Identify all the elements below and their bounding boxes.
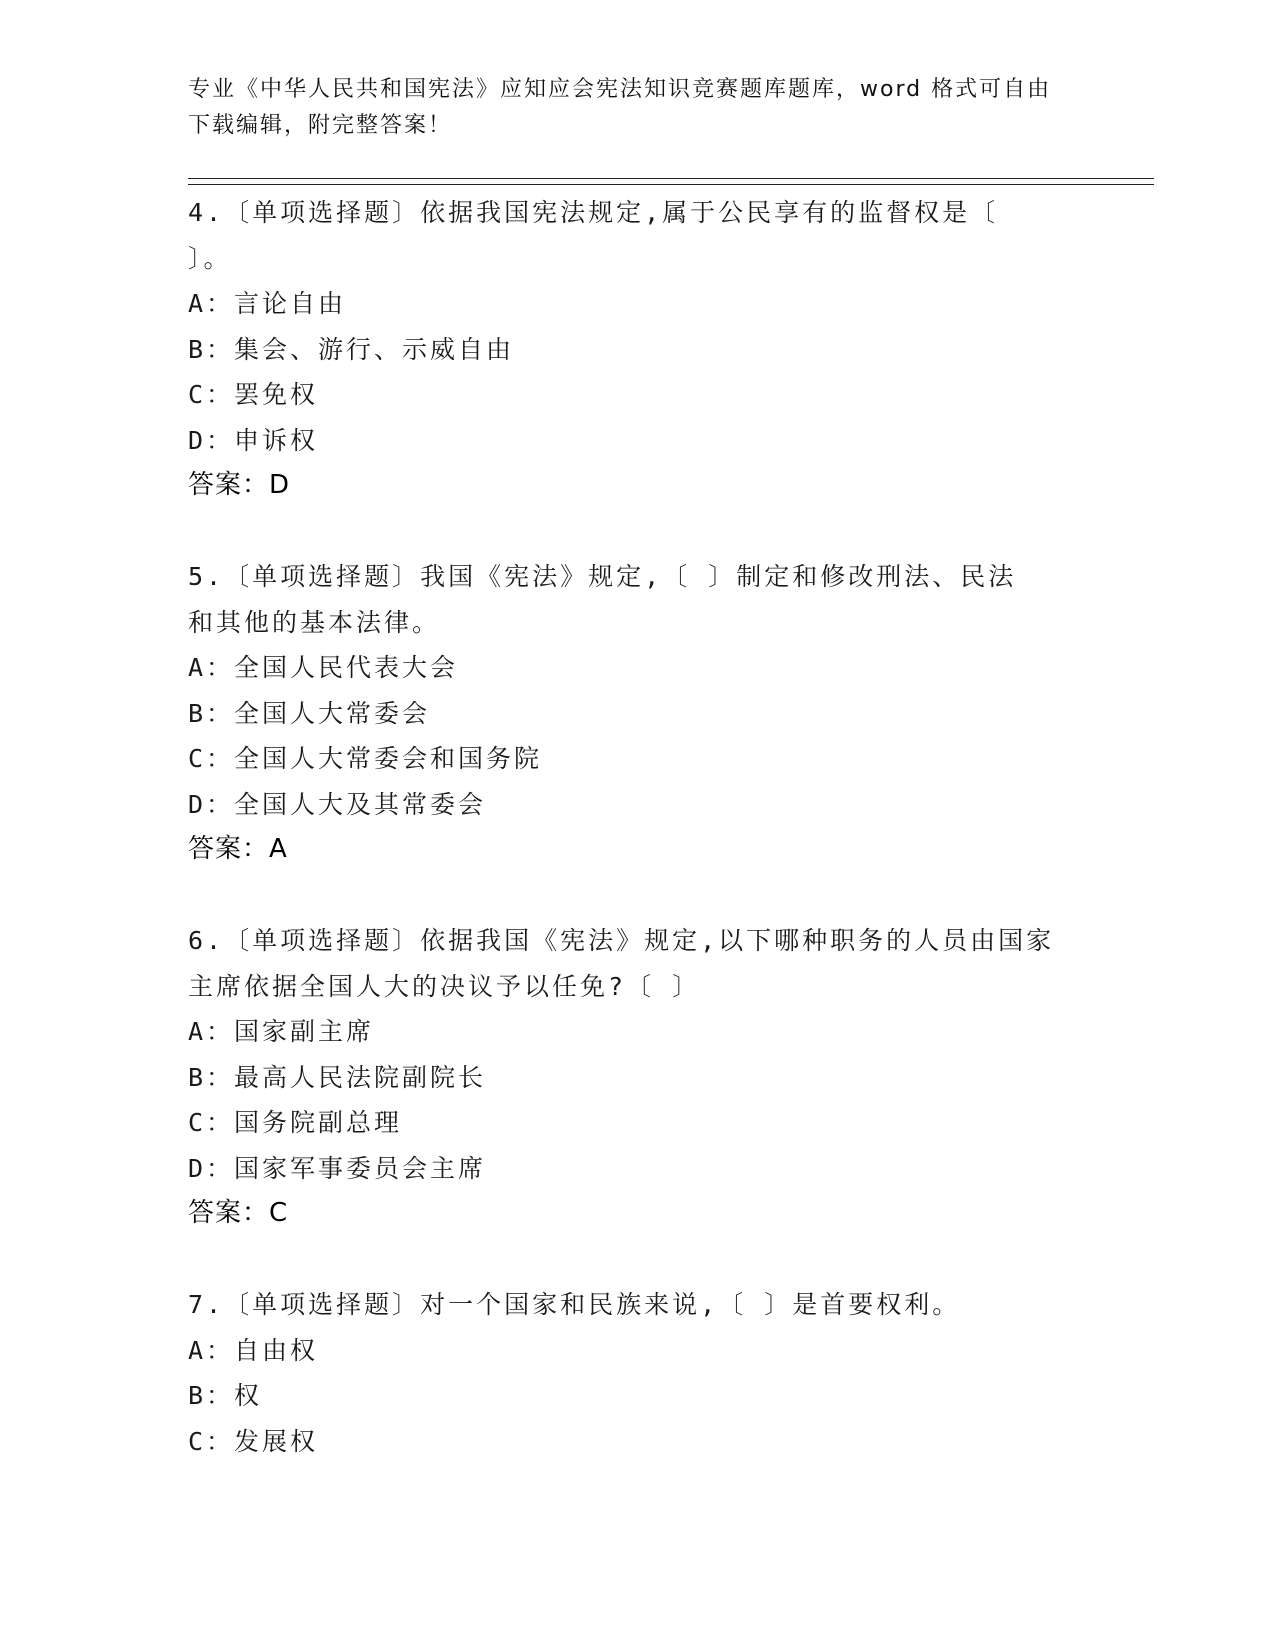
option-b: B：全国人大常委会 — [188, 698, 431, 728]
option-a: A：自由权 — [188, 1335, 319, 1365]
answer: 答案：A — [188, 834, 288, 864]
option-c: C：发展权 — [188, 1426, 319, 1456]
option-b: B：集会、游行、示威自由 — [188, 334, 515, 364]
header-line-1: 专业《中华人民共和国宪法》应知应会宪法知识竞赛题库题库，word 格式可自由 — [188, 77, 1052, 102]
option-b: B：权 — [188, 1381, 263, 1410]
option-a: A：全国人民代表大会 — [188, 653, 459, 682]
header-divider-bottom — [188, 184, 1154, 185]
question-list — [188, 190, 1088, 1464]
question-stem-continued: 主席依据全国人大的决议予以任免?〔 〕 — [188, 971, 701, 1001]
option-a: A：言论自由 — [188, 289, 347, 318]
question-7 — [188, 1282, 1088, 1464]
question-stem: 7.〔单项选择题〕对一个国家和民族来说,〔 〕是首要权利。 — [188, 1290, 961, 1319]
option-a: A：国家副主席 — [188, 1017, 375, 1046]
question-stem: 5.〔单项选择题〕我国《宪法》规定,〔 〕制定和修改刑法、民法 — [188, 562, 1017, 591]
question-stem: 4.〔单项选择题〕依据我国宪法规定,属于公民享有的监督权是〔 — [188, 198, 999, 227]
option-d: D：全国人大及其常委会 — [188, 789, 487, 819]
question-6 — [188, 918, 1088, 1237]
document-header — [188, 72, 1088, 144]
question-5 — [188, 554, 1088, 873]
option-d: D：申诉权 — [188, 425, 319, 455]
option-c: C：全国人大常委会和国务院 — [188, 744, 543, 773]
option-c: C：国务院副总理 — [188, 1108, 403, 1137]
header-divider-top — [188, 178, 1154, 179]
question-stem-continued: 〕。 — [188, 243, 232, 273]
header-line-2: 下载编辑，附完整答案！ — [188, 113, 453, 138]
question-stem-continued: 和其他的基本法律。 — [188, 607, 441, 637]
option-c: C：罢免权 — [188, 380, 319, 409]
option-d: D：国家军事委员会主席 — [188, 1153, 487, 1183]
question-4 — [188, 190, 1088, 509]
option-b: B：最高人民法院副院长 — [188, 1062, 487, 1092]
question-stem: 6.〔单项选择题〕依据我国《宪法》规定,以下哪种职务的人员由国家 — [188, 926, 1055, 955]
answer: 答案：D — [188, 470, 291, 500]
answer: 答案：C — [188, 1198, 289, 1228]
